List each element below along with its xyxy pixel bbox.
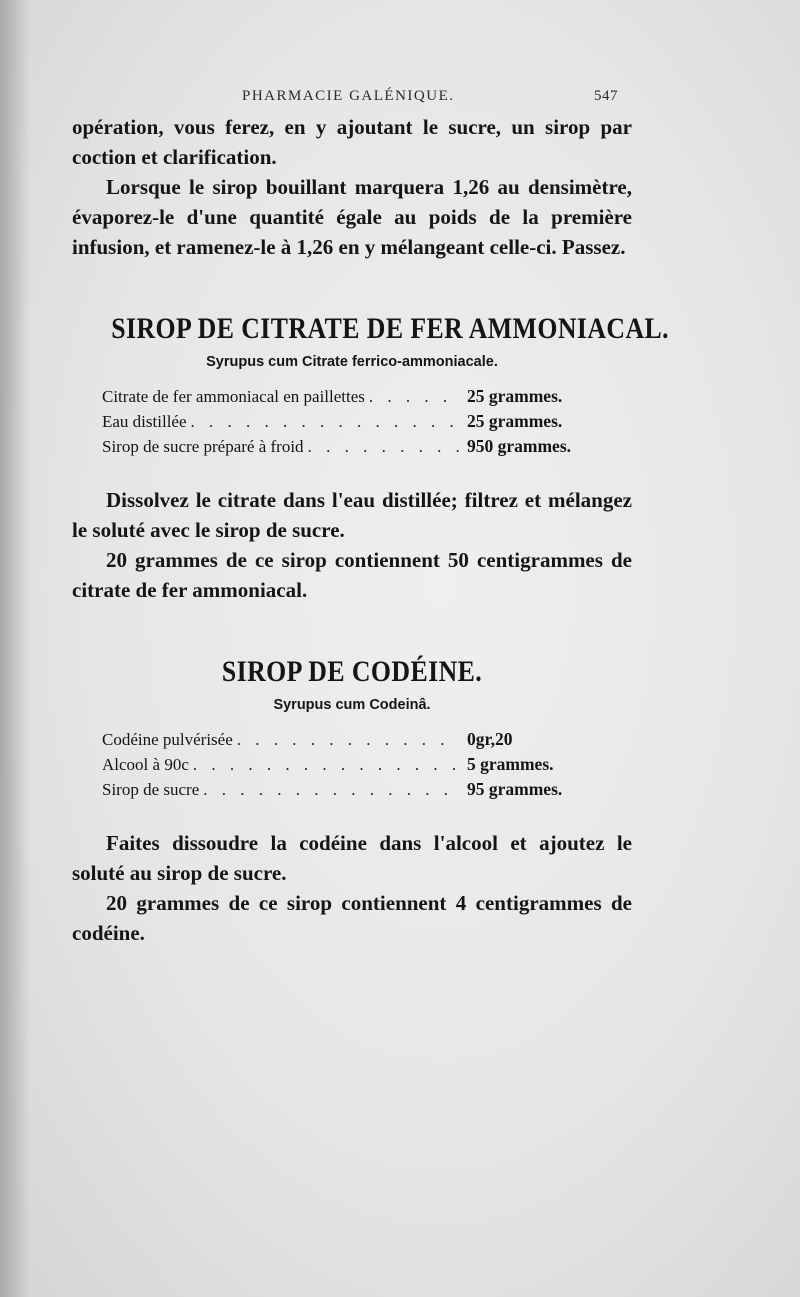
- leader-dots: [308, 437, 459, 457]
- recipe-title: SIROP DE CODÉINE.: [221, 655, 483, 688]
- ingredient-list: [102, 729, 607, 804]
- ingredient-row: [102, 436, 607, 461]
- ingredient-name: Codéine pulvérisée: [102, 730, 233, 749]
- recipe-latin-name: Syrupus cum Codeinâ.: [273, 697, 431, 713]
- ingredient-quantity: 5 grammes.: [467, 754, 554, 774]
- running-head-title: PHARMACIE GALÉNIQUE.: [242, 88, 455, 104]
- ingredient-quantity: 950 grammes.: [467, 436, 572, 456]
- leader-dots: [369, 387, 459, 407]
- instruction-paragraph: 20 grammes de ce sirop contiennent 4 centigrammes de codéine.: [72, 891, 632, 945]
- leader-dots: [237, 730, 459, 750]
- ingredient-list: [102, 386, 607, 461]
- recipe-latin-name: Syrupus cum Citrate ferrico-ammoniacale.: [206, 354, 498, 370]
- ingredient-name: Sirop de sucre: [102, 780, 200, 799]
- page-content: [72, 88, 670, 948]
- recipe-citrate-de-fer: [72, 312, 670, 605]
- ingredient-name: Citrate de fer ammoniacal en paillettes: [102, 387, 365, 406]
- leader-dots: [203, 780, 459, 800]
- ingredient-name: Alcool à 90c: [102, 755, 189, 774]
- leader-dots: [193, 755, 459, 775]
- instruction-paragraph: 20 grammes de ce sirop contiennent 50 centigrammes de citrate de fer ammoniacal.: [72, 548, 632, 602]
- ingredient-quantity: 25 grammes.: [467, 386, 563, 406]
- ingredient-row: [102, 411, 607, 436]
- recipe-codeine: [72, 655, 632, 948]
- binding-shadow: [0, 0, 30, 1297]
- recipe-title: SIROP DE CITRATE DE FER AMMONIACAL.: [111, 312, 670, 345]
- instruction-paragraph: Dissolvez le citrate dans l'eau distillée; filtrez et mélangez le soluté avec le sirop de sucre.: [72, 488, 632, 542]
- ingredient-quantity: 95 grammes.: [467, 779, 563, 799]
- instruction-paragraph: Faites dissoudre la codéine dans l'alcool et ajoutez le soluté au sirop de sucre.: [72, 831, 632, 885]
- ingredient-quantity: 25 grammes.: [467, 411, 563, 431]
- running-head: [72, 88, 632, 112]
- leader-dots: [191, 412, 459, 432]
- ingredient-row: [102, 729, 607, 754]
- ingredient-quantity: 0gr,20: [467, 729, 513, 749]
- ingredient-name: Sirop de sucre préparé à froid: [102, 437, 304, 456]
- intro-paragraph-2: Lorsque le sirop bouillant marquera 1,26 au densimètre, évaporez-le d'une quantité égale au poids de la première infusion, et ramenez-le à 1,26 en y mélangeant celle-ci. Passez.: [72, 175, 632, 259]
- intro-paragraph-1: opération, vous ferez, en y ajoutant le sucre, un sirop par coction et clarification.: [72, 115, 632, 169]
- page-number: 547: [594, 88, 618, 104]
- ingredient-row: [102, 754, 607, 779]
- ingredient-name: Eau distillée: [102, 412, 187, 431]
- ingredient-row: [102, 386, 607, 411]
- ingredient-row: [102, 779, 607, 804]
